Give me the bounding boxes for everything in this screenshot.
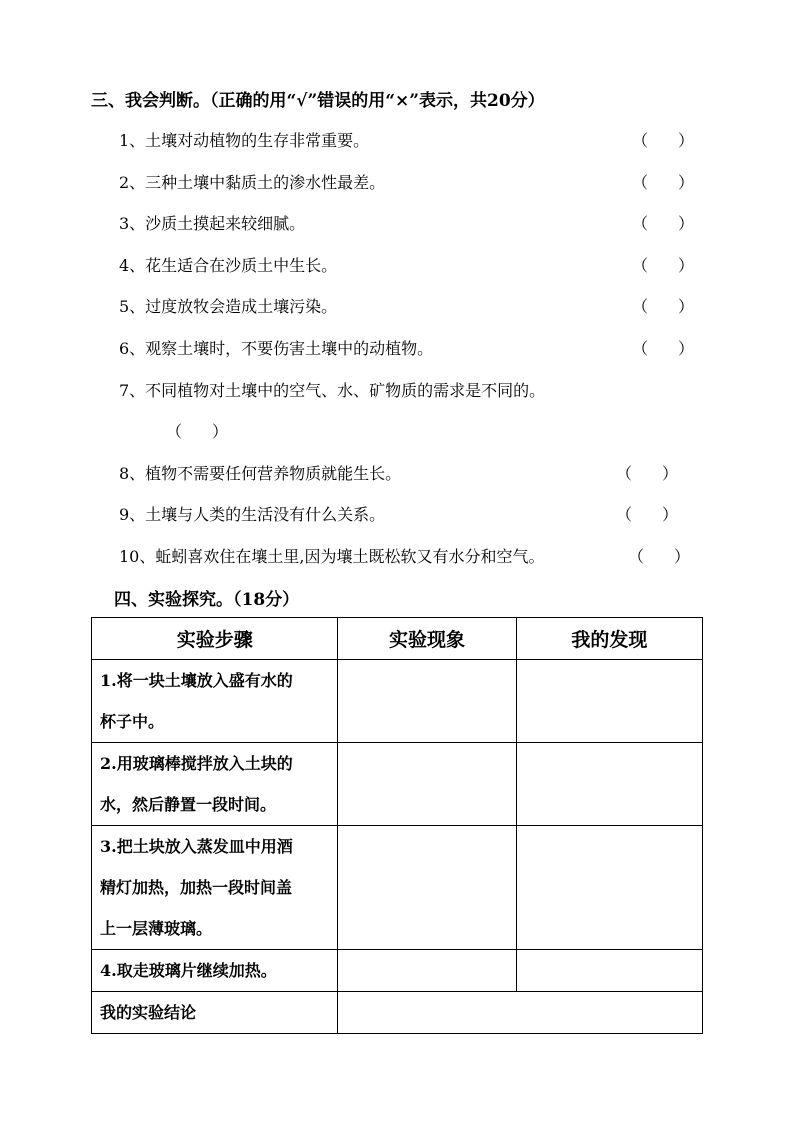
header-findings: 我的发现 bbox=[516, 618, 702, 660]
section4-heading: 四、实验探究。（18分） bbox=[114, 590, 300, 610]
step-line: 水，然后静置一段时间。 bbox=[100, 795, 277, 814]
step-line: 1.将一块土壤放入盛有水的 bbox=[100, 671, 293, 690]
finding-cell[interactable] bbox=[516, 660, 702, 743]
step-line: 2.用玻璃棒搅拌放入土块的 bbox=[100, 754, 293, 773]
judgment-item-10: 10、蚯蚓喜欢住在壤土里,因为壤土既松软又有水分和空气。 bbox=[119, 547, 545, 566]
phenomenon-cell[interactable] bbox=[338, 743, 516, 826]
step-line: 3.把土块放入蒸发皿中用酒 bbox=[100, 837, 293, 856]
judgment-item-7: 7、不同植物对土壤中的空气、水、矿物质的需求是不同的。 bbox=[119, 381, 546, 400]
judgment-item-5: 5、过度放牧会造成土壤污染。 bbox=[119, 297, 338, 316]
conclusion-label: 我的实验结论 bbox=[92, 992, 338, 1034]
conclusion-row bbox=[92, 992, 703, 1034]
phenomenon-cell[interactable] bbox=[338, 660, 516, 743]
phenomenon-cell[interactable] bbox=[338, 950, 516, 992]
step-cell bbox=[92, 660, 338, 743]
step-line: 上一层薄玻璃。 bbox=[100, 919, 213, 938]
judgment-item-1: 1、土壤对动植物的生存非常重要。 bbox=[119, 131, 370, 150]
judgment-item-6: 6、观察土壤时，不要伤害土壤中的动植物。 bbox=[119, 339, 434, 358]
judgment-item-2: 2、三种土壤中黏质土的渗水性最差。 bbox=[119, 173, 386, 192]
header-phenomenon: 实验现象 bbox=[338, 618, 516, 660]
judgment-item-4: 4、花生适合在沙质土中生长。 bbox=[119, 256, 338, 275]
step-line: 4.取走玻璃片继续加热。 bbox=[100, 961, 277, 980]
judgment-item-3: 3、沙质土摸起来较细腻。 bbox=[119, 214, 306, 233]
finding-cell[interactable] bbox=[516, 826, 702, 950]
table-row bbox=[92, 743, 703, 826]
step-cell bbox=[92, 826, 338, 950]
judgment-item-8: 8、植物不需要任何营养物质就能生长。 bbox=[119, 464, 402, 483]
step-line: 精灯加热，加热一段时间盖 bbox=[100, 878, 293, 897]
finding-cell[interactable] bbox=[516, 743, 702, 826]
finding-cell[interactable] bbox=[516, 950, 702, 992]
step-line: 杯子中。 bbox=[100, 712, 165, 731]
table-row bbox=[92, 660, 703, 743]
table-row bbox=[92, 826, 703, 950]
step-cell bbox=[92, 743, 338, 826]
phenomenon-cell[interactable] bbox=[338, 826, 516, 950]
judgment-item-9: 9、土壤与人类的生活没有什么关系。 bbox=[119, 505, 386, 524]
step-cell bbox=[92, 950, 338, 992]
experiment-table bbox=[91, 617, 703, 1034]
section3-heading: 三、我会判断。（正确的用“√”错误的用“×”表示，共20分） bbox=[91, 91, 545, 111]
header-steps: 实验步骤 bbox=[92, 618, 338, 660]
table-row bbox=[92, 950, 703, 992]
conclusion-cell[interactable] bbox=[338, 992, 703, 1034]
table-header-row bbox=[92, 618, 703, 660]
